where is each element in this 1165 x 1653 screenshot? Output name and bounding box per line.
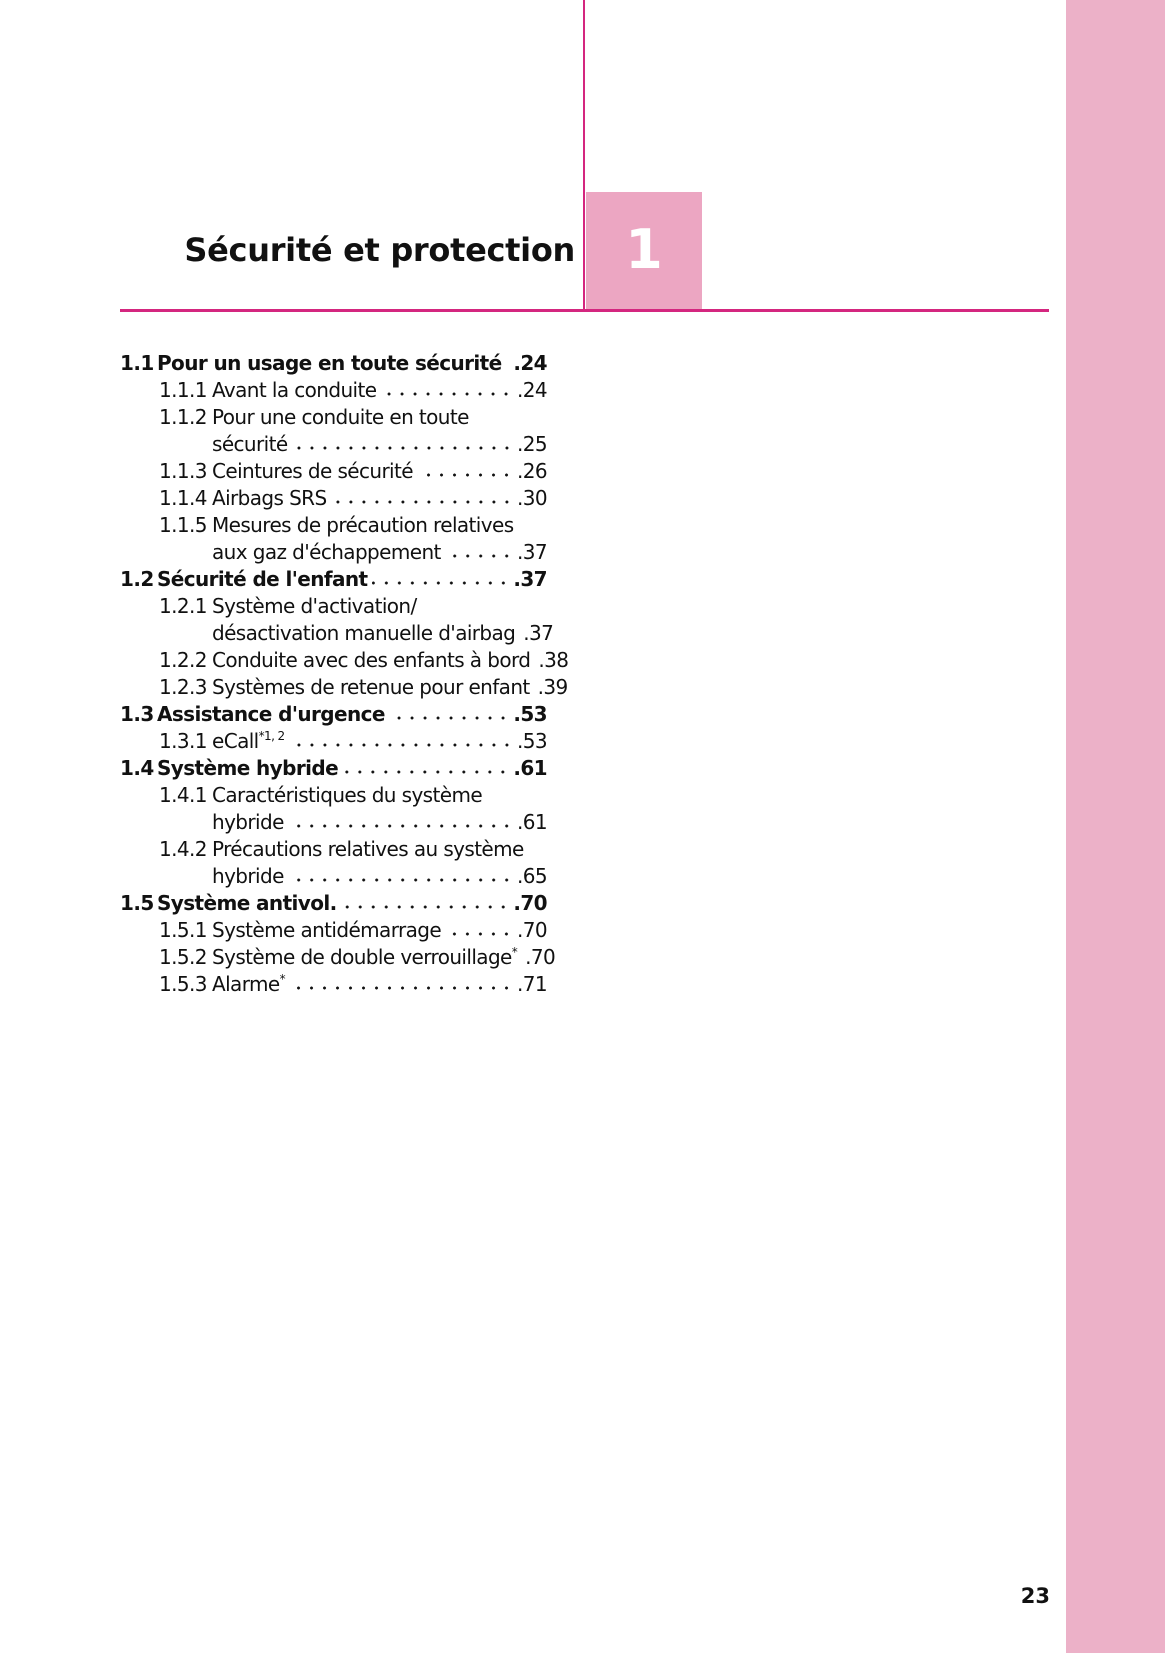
toc-entry-title bbox=[212, 728, 285, 755]
toc-subsection-entry[interactable] bbox=[120, 647, 569, 674]
dot-leader bbox=[445, 932, 513, 936]
toc-entry-title bbox=[212, 809, 284, 836]
dot-leader bbox=[506, 365, 510, 369]
toc-entry-title bbox=[212, 485, 327, 512]
toc-entry-title-text: Systèmes de retenue pour enfant bbox=[212, 675, 530, 699]
toc-entry-number: 1.2.1 bbox=[159, 594, 207, 618]
toc-subsection-entry[interactable] bbox=[120, 377, 547, 404]
toc-subsection-entry[interactable] bbox=[120, 674, 568, 701]
toc-entry-number: 1.1 bbox=[120, 351, 154, 375]
toc-page-number: .38 bbox=[538, 648, 569, 672]
dot-leader bbox=[341, 905, 510, 909]
dot-leader bbox=[331, 500, 513, 504]
toc-page-number: .37 bbox=[513, 567, 547, 591]
toc-entry-title-text: aux gaz d'échappement bbox=[212, 540, 441, 564]
dot-leader bbox=[289, 986, 513, 990]
toc-entry-title bbox=[157, 350, 502, 377]
toc-section-entry[interactable] bbox=[120, 701, 547, 728]
toc-page-number: .37 bbox=[523, 621, 554, 645]
toc-page-number: .70 bbox=[525, 945, 556, 969]
dot-leader bbox=[417, 473, 513, 477]
dot-leader bbox=[288, 878, 513, 882]
toc-subsection-entry[interactable] bbox=[120, 809, 547, 836]
chapter-title: Sécurité et protection bbox=[184, 231, 575, 269]
dot-leader bbox=[292, 446, 513, 450]
toc-entry-number: 1.2.3 bbox=[159, 675, 207, 699]
toc-subsection-entry[interactable] bbox=[120, 404, 547, 431]
toc-subsection-entry[interactable] bbox=[120, 431, 547, 458]
toc-entry-title bbox=[157, 701, 385, 728]
toc-entry-number: 1.5.1 bbox=[159, 918, 207, 942]
toc-entry-number: 1.1.4 bbox=[159, 486, 207, 510]
toc-entry-title-text: désactivation manuelle d'airbag bbox=[212, 621, 516, 645]
dot-leader bbox=[380, 392, 513, 396]
toc-subsection-entry[interactable] bbox=[120, 728, 547, 755]
toc-entry-number: 1.4 bbox=[120, 756, 154, 780]
toc-entry-title bbox=[212, 512, 514, 539]
toc-entry-number: 1.1.1 bbox=[159, 378, 207, 402]
toc-entry-title bbox=[212, 917, 441, 944]
page-number: 23 bbox=[1020, 1584, 1050, 1608]
toc-entry-title bbox=[212, 863, 284, 890]
toc-entry-title-text: Pour une conduite en toute bbox=[212, 405, 469, 429]
toc-subsection-entry[interactable] bbox=[120, 917, 547, 944]
toc-entry-title bbox=[212, 836, 524, 863]
toc-entry-title-text: Airbags SRS bbox=[212, 486, 327, 510]
toc-subsection-entry[interactable] bbox=[120, 620, 554, 647]
dot-leader bbox=[289, 743, 513, 747]
toc-entry-title-text: Caractéristiques du système bbox=[212, 783, 483, 807]
toc-entry-title bbox=[212, 647, 530, 674]
dot-leader bbox=[372, 581, 510, 585]
toc-page-number: .37 bbox=[516, 540, 547, 564]
toc-entry-title-text: Mesures de précaution relatives bbox=[212, 513, 514, 537]
toc-entry-title-text: Alarme bbox=[212, 972, 280, 996]
toc-entry-title-text: Système antivol. bbox=[157, 891, 337, 915]
toc-subsection-entry[interactable] bbox=[120, 944, 556, 971]
chapter-divider-horizontal bbox=[120, 309, 1049, 312]
toc-page-number: .24 bbox=[516, 378, 547, 402]
toc-subsection-entry[interactable] bbox=[120, 593, 547, 620]
toc-page-number: .30 bbox=[516, 486, 547, 510]
toc-section-entry[interactable] bbox=[120, 890, 547, 917]
toc-page-number: .61 bbox=[513, 756, 547, 780]
toc-entry-title bbox=[212, 944, 517, 971]
toc-entry-number: 1.1.2 bbox=[159, 405, 207, 429]
chapter-side-tab bbox=[1066, 0, 1165, 1653]
toc-page-number: .24 bbox=[513, 351, 547, 375]
toc-entry-number: 1.5 bbox=[120, 891, 154, 915]
toc-entry-title-text: Assistance d'urgence bbox=[157, 702, 385, 726]
toc-page-number: .39 bbox=[537, 675, 568, 699]
toc-entry-title-text: hybride bbox=[212, 864, 284, 888]
toc-page-number: .53 bbox=[513, 702, 547, 726]
toc-page-number: .25 bbox=[516, 432, 547, 456]
toc-page-number: .26 bbox=[516, 459, 547, 483]
toc-entry-title bbox=[212, 620, 515, 647]
toc-entry-title-text: Sécurité de l'enfant bbox=[157, 567, 368, 591]
toc-entry-title-text: Pour un usage en toute sécurité bbox=[157, 351, 502, 375]
toc-entry-title-text: eCall bbox=[212, 729, 259, 753]
dot-leader bbox=[288, 824, 513, 828]
chapter-number-box bbox=[586, 192, 702, 309]
dot-leader bbox=[389, 716, 510, 720]
toc-entry-title-text: hybride bbox=[212, 810, 284, 834]
toc-entry-title-text: Système de double verrouillage bbox=[212, 945, 512, 969]
toc-page-number: .70 bbox=[516, 918, 547, 942]
footnote-marker: *1, 2 bbox=[258, 729, 285, 743]
toc-page-number: .61 bbox=[516, 810, 547, 834]
toc-entry-number: 1.5.2 bbox=[159, 945, 207, 969]
toc-entry-title bbox=[212, 674, 530, 701]
toc-subsection-entry[interactable] bbox=[120, 512, 547, 539]
toc-entry-title bbox=[212, 431, 288, 458]
toc-section-entry[interactable] bbox=[120, 350, 547, 377]
toc-entry-title bbox=[212, 782, 482, 809]
toc-entry-title bbox=[157, 755, 338, 782]
toc-entry-number: 1.4.2 bbox=[159, 837, 207, 861]
toc-entry-title-text: Système d'activation/ bbox=[212, 594, 417, 618]
footnote-marker: * bbox=[511, 945, 518, 959]
toc-subsection-entry[interactable] bbox=[120, 539, 547, 566]
dot-leader bbox=[445, 554, 513, 558]
toc-entry-title-text: Système antidémarrage bbox=[212, 918, 442, 942]
toc-subsection-entry[interactable] bbox=[120, 863, 547, 890]
toc-subsection-entry[interactable] bbox=[120, 458, 547, 485]
toc-entry-number: 1.1.5 bbox=[159, 513, 207, 537]
toc-entry-title-text: Système hybride bbox=[157, 756, 339, 780]
toc-page-number: .53 bbox=[516, 729, 547, 753]
toc-entry-number: 1.2 bbox=[120, 567, 154, 591]
toc-entry-title-text: Ceintures de sécurité bbox=[212, 459, 413, 483]
toc-entry-number: 1.4.1 bbox=[159, 783, 207, 807]
toc-subsection-entry[interactable] bbox=[120, 485, 547, 512]
toc-entry-title-text: Avant la conduite bbox=[212, 378, 377, 402]
toc-entry-number: 1.3 bbox=[120, 702, 154, 726]
toc-entry-title-text: Conduite avec des enfants à bord bbox=[212, 648, 531, 672]
toc-entry-number: 1.2.2 bbox=[159, 648, 207, 672]
toc-entry-title bbox=[212, 593, 417, 620]
toc-entry-title bbox=[157, 566, 368, 593]
toc-entry-title-text: Précautions relatives au système bbox=[212, 837, 524, 861]
toc-entry-title bbox=[212, 971, 285, 998]
toc-entry-title-text: sécurité bbox=[212, 432, 288, 456]
toc-entry-title bbox=[157, 890, 337, 917]
toc-page-number: .71 bbox=[516, 972, 547, 996]
toc-entry-number: 1.5.3 bbox=[159, 972, 207, 996]
toc-entry-title bbox=[212, 539, 441, 566]
footnote-marker: * bbox=[279, 972, 285, 986]
chapter-divider-vertical bbox=[583, 0, 585, 311]
toc-entry-title bbox=[212, 404, 469, 431]
table-of-contents bbox=[120, 350, 569, 998]
dot-leader bbox=[342, 770, 509, 774]
toc-page-number: .70 bbox=[513, 891, 547, 915]
toc-entry-title bbox=[212, 377, 376, 404]
toc-subsection-entry[interactable] bbox=[120, 836, 547, 863]
toc-entry-number: 1.3.1 bbox=[159, 729, 207, 753]
toc-subsection-entry[interactable] bbox=[120, 971, 547, 998]
chapter-number: 1 bbox=[625, 218, 663, 281]
toc-page-number: .65 bbox=[516, 864, 547, 888]
toc-section-entry[interactable] bbox=[120, 755, 547, 782]
toc-subsection-entry[interactable] bbox=[120, 782, 547, 809]
toc-entry-number: 1.1.3 bbox=[159, 459, 207, 483]
toc-entry-title bbox=[212, 458, 413, 485]
toc-section-entry[interactable] bbox=[120, 566, 547, 593]
